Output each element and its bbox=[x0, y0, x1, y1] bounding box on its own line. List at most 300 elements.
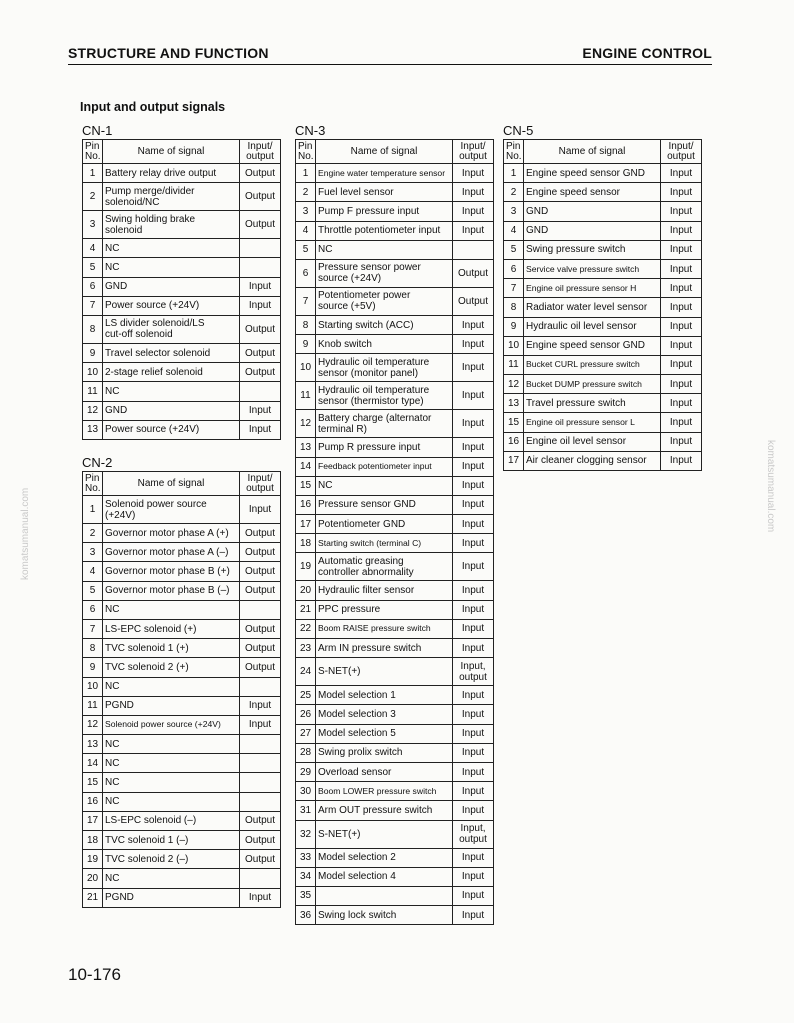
pin-number: 4 bbox=[89, 565, 96, 577]
table-row bbox=[296, 183, 494, 202]
io-type: Input bbox=[461, 362, 485, 374]
io-type: Input bbox=[248, 719, 272, 731]
io-type-cell bbox=[453, 410, 494, 438]
io-type: Input bbox=[248, 700, 272, 712]
pin-number: 30 bbox=[299, 785, 312, 797]
pin-number: 10 bbox=[86, 681, 99, 693]
pin-number-cell bbox=[296, 287, 316, 315]
table-row bbox=[83, 869, 281, 888]
signal-name-cell bbox=[316, 867, 453, 886]
table-row bbox=[504, 355, 702, 374]
pin-number: 13 bbox=[507, 397, 520, 409]
io-type: Input bbox=[461, 461, 485, 473]
io-type: Input bbox=[461, 708, 485, 720]
signal-name: Solenoid power source bbox=[105, 498, 207, 510]
io-type-cell bbox=[661, 355, 702, 374]
pin-number: 5 bbox=[510, 244, 517, 256]
signal-name: Engine speed sensor GND bbox=[526, 167, 645, 179]
pin-number-cell bbox=[83, 239, 103, 258]
table-row bbox=[296, 762, 494, 781]
io-type-cell bbox=[661, 413, 702, 432]
signal-name: Swing pressure switch bbox=[526, 244, 626, 256]
signal-name: Boom RAISE pressure switch bbox=[318, 623, 431, 634]
signal-name-cell bbox=[316, 906, 453, 925]
pin-number-cell bbox=[504, 202, 524, 221]
signal-name: Model selection 2 bbox=[318, 852, 396, 864]
signal-name-cell bbox=[524, 355, 661, 374]
table-row bbox=[504, 336, 702, 355]
pin-number-cell bbox=[296, 639, 316, 658]
io-type-cell bbox=[240, 183, 281, 211]
io-type-cell bbox=[240, 677, 281, 696]
column-header-io bbox=[240, 140, 281, 164]
pin-number: 10 bbox=[86, 366, 99, 378]
signal-name-cell bbox=[316, 886, 453, 905]
io-type-cell bbox=[453, 315, 494, 334]
pin-number: 21 bbox=[86, 892, 99, 904]
column-header-name-text: Name of signal bbox=[350, 146, 418, 157]
table-row bbox=[296, 315, 494, 334]
io-type-cell bbox=[453, 782, 494, 801]
io-type-cell bbox=[661, 183, 702, 202]
signal-name-cell bbox=[316, 581, 453, 600]
io-type-cell bbox=[453, 259, 494, 287]
table-row bbox=[296, 705, 494, 724]
signal-name-cell bbox=[103, 183, 240, 211]
pin-number-cell bbox=[296, 335, 316, 354]
pin-number: 15 bbox=[86, 777, 99, 789]
table-row bbox=[504, 298, 702, 317]
signal-name: Governor motor phase B (–) bbox=[105, 585, 230, 597]
table-row bbox=[296, 848, 494, 867]
signal-name-cell bbox=[103, 496, 240, 524]
table-row bbox=[504, 317, 702, 336]
signal-name-cell bbox=[316, 553, 453, 581]
table-row bbox=[296, 600, 494, 619]
pin-number: 4 bbox=[510, 225, 517, 237]
signal-name: Arm IN pressure switch bbox=[318, 642, 422, 654]
io-type-cell bbox=[661, 375, 702, 394]
signal-name-cell bbox=[316, 495, 453, 514]
io-type: Input bbox=[461, 747, 485, 759]
signal-name: LS-EPC solenoid (+) bbox=[105, 623, 197, 635]
column-header-pin-line: No. bbox=[85, 482, 101, 494]
signal-name: Knob switch bbox=[318, 338, 372, 350]
io-type: Input bbox=[669, 359, 693, 371]
table-header-row bbox=[296, 140, 494, 164]
pin-number: 28 bbox=[299, 747, 312, 759]
io-type-cell bbox=[453, 724, 494, 743]
pin-number-cell bbox=[83, 888, 103, 907]
signal-name-cell bbox=[103, 831, 240, 850]
section-title: Input and output signals bbox=[80, 100, 226, 114]
signal-name-cell bbox=[524, 432, 661, 451]
table-header-row bbox=[504, 140, 702, 164]
io-type-cell bbox=[240, 850, 281, 869]
io-type: Input bbox=[669, 205, 693, 217]
io-type-cell bbox=[453, 183, 494, 202]
pin-number-cell bbox=[296, 315, 316, 334]
pin-number: 8 bbox=[302, 319, 309, 331]
io-type: Output bbox=[244, 219, 276, 231]
pin-number-cell bbox=[83, 792, 103, 811]
pin-number: 7 bbox=[510, 282, 517, 294]
table-row bbox=[83, 581, 281, 600]
pin-number: 18 bbox=[299, 537, 312, 549]
pin-number: 15 bbox=[299, 480, 312, 492]
signal-name: Engine oil pressure sensor L bbox=[526, 417, 635, 428]
io-type-cell bbox=[240, 401, 281, 420]
pin-number: 10 bbox=[507, 340, 520, 352]
table-row bbox=[296, 658, 494, 686]
io-type-cell bbox=[661, 240, 702, 259]
signal-name: Power source (+24V) bbox=[105, 300, 200, 312]
pin-number: 14 bbox=[86, 757, 99, 769]
signal-name: GND bbox=[526, 225, 549, 237]
signal-name: LS-EPC solenoid (–) bbox=[105, 815, 197, 827]
io-type: Output bbox=[244, 527, 276, 539]
io-type-cell bbox=[661, 394, 702, 413]
table-row bbox=[296, 259, 494, 287]
signal-name: Swing prolix switch bbox=[318, 747, 403, 759]
signal-name-cell bbox=[103, 619, 240, 638]
pin-number: 20 bbox=[299, 585, 312, 597]
table-row bbox=[83, 239, 281, 258]
pin-number-cell bbox=[83, 363, 103, 382]
io-type-cell bbox=[453, 686, 494, 705]
table-row bbox=[504, 394, 702, 413]
table-row bbox=[504, 375, 702, 394]
signal-name-cell bbox=[103, 792, 240, 811]
table-row bbox=[296, 287, 494, 315]
signal-name-cell bbox=[316, 382, 453, 410]
pin-number: 20 bbox=[86, 872, 99, 884]
signal-name: Model selection 3 bbox=[318, 708, 396, 720]
pin-number-cell bbox=[83, 869, 103, 888]
watermark-left: komatsumanual.com bbox=[20, 487, 31, 580]
pin-number-cell bbox=[296, 762, 316, 781]
table-row bbox=[296, 686, 494, 705]
table-header-row bbox=[83, 140, 281, 164]
pin-number-cell bbox=[504, 432, 524, 451]
io-type: Input, bbox=[460, 823, 486, 834]
io-type-cell bbox=[453, 600, 494, 619]
io-type-cell bbox=[240, 258, 281, 277]
signal-name: TVC solenoid 1 (–) bbox=[105, 834, 189, 846]
signal-name-cell bbox=[524, 221, 661, 240]
signal-name-cell bbox=[316, 658, 453, 686]
pin-number: 13 bbox=[299, 441, 312, 453]
pin-number: 1 bbox=[510, 167, 517, 179]
column-header-pin bbox=[296, 140, 316, 164]
table-row bbox=[83, 496, 281, 524]
pin-number-cell bbox=[504, 336, 524, 355]
io-type: Output bbox=[244, 366, 276, 378]
signal-name-cell bbox=[316, 259, 453, 287]
io-type: Input bbox=[461, 537, 485, 549]
signal-name: GND bbox=[105, 405, 128, 417]
io-type: Input bbox=[461, 480, 485, 492]
pin-number-cell bbox=[504, 451, 524, 470]
io-type-cell bbox=[453, 886, 494, 905]
io-type: Output bbox=[244, 815, 276, 827]
pin-number-cell bbox=[83, 639, 103, 658]
io-type: Input bbox=[461, 338, 485, 350]
io-type: Output bbox=[244, 623, 276, 635]
io-type-cell bbox=[240, 420, 281, 439]
pin-number-cell bbox=[296, 658, 316, 686]
table-row bbox=[83, 792, 281, 811]
io-type-cell bbox=[240, 600, 281, 619]
pin-number-cell bbox=[83, 581, 103, 600]
pin-number: 9 bbox=[89, 661, 96, 673]
pin-number: 17 bbox=[299, 518, 312, 530]
io-type-cell bbox=[453, 658, 494, 686]
signal-name: Bucket DUMP pressure switch bbox=[526, 378, 642, 389]
signal-name: Potentiometer GND bbox=[318, 518, 406, 530]
io-type-cell bbox=[453, 515, 494, 534]
pin-number-cell bbox=[296, 382, 316, 410]
table-row bbox=[83, 164, 281, 183]
signal-name-cell bbox=[316, 848, 453, 867]
watermark-right: komatsumanual.com bbox=[765, 440, 776, 533]
table-row bbox=[504, 259, 702, 278]
pin-number: 22 bbox=[299, 623, 312, 635]
column-header-name-text: Name of signal bbox=[558, 146, 626, 157]
column-header-pin-line: No. bbox=[85, 150, 101, 162]
table-row bbox=[296, 202, 494, 221]
io-type-cell bbox=[661, 164, 702, 183]
table-row bbox=[83, 382, 281, 401]
table-row bbox=[504, 279, 702, 298]
table-row bbox=[83, 562, 281, 581]
signal-name: Overload sensor bbox=[318, 766, 392, 778]
io-type-cell bbox=[240, 735, 281, 754]
pin-number: 31 bbox=[299, 804, 312, 816]
io-type-cell bbox=[453, 221, 494, 240]
column-header-io-line: output bbox=[246, 150, 274, 162]
connector-title-cn5: CN-5 bbox=[503, 123, 534, 138]
table-row bbox=[296, 553, 494, 581]
io-type-cell bbox=[240, 831, 281, 850]
table-row bbox=[83, 277, 281, 296]
signal-name: LS divider solenoid/LS bbox=[105, 318, 205, 330]
io-type: Input bbox=[461, 623, 485, 635]
signal-name: NC bbox=[105, 872, 120, 884]
signal-name: Battery relay drive output bbox=[105, 167, 217, 179]
io-type: Output bbox=[244, 347, 276, 359]
signal-name-cell bbox=[103, 562, 240, 581]
signal-name-cell bbox=[316, 221, 453, 240]
table-row bbox=[83, 600, 281, 619]
pin-number: 1 bbox=[302, 167, 309, 179]
io-type: Input bbox=[461, 319, 485, 331]
io-type: Input bbox=[669, 417, 693, 429]
pin-number-cell bbox=[296, 619, 316, 638]
table-row bbox=[296, 639, 494, 658]
signal-name-cell bbox=[103, 277, 240, 296]
signal-name-cell bbox=[316, 743, 453, 762]
signal-name-cell bbox=[524, 298, 661, 317]
signal-name-cell bbox=[103, 343, 240, 362]
pin-number: 7 bbox=[89, 623, 96, 635]
signal-name-cell bbox=[316, 600, 453, 619]
column-header-io bbox=[453, 140, 494, 164]
signal-name-cell bbox=[316, 639, 453, 658]
header-section-title: STRUCTURE AND FUNCTION bbox=[68, 45, 269, 61]
pin-number: 21 bbox=[299, 604, 312, 616]
pin-number: 2 bbox=[89, 191, 96, 203]
io-type-cell bbox=[240, 619, 281, 638]
pin-number: 9 bbox=[302, 338, 309, 350]
signal-name-cell bbox=[103, 869, 240, 888]
table-row bbox=[296, 495, 494, 514]
pin-number-cell bbox=[83, 850, 103, 869]
io-type: Output bbox=[244, 853, 276, 865]
io-type: Input bbox=[461, 785, 485, 797]
io-type-cell bbox=[453, 495, 494, 514]
signal-name-cell bbox=[524, 164, 661, 183]
signal-name-cell bbox=[316, 410, 453, 438]
io-type-cell bbox=[240, 696, 281, 715]
table-row bbox=[504, 202, 702, 221]
io-type-cell bbox=[453, 438, 494, 457]
signal-name: sensor (thermistor type) bbox=[318, 395, 424, 407]
table-row bbox=[296, 335, 494, 354]
table-row bbox=[83, 811, 281, 830]
signal-name-cell bbox=[103, 811, 240, 830]
column-header-io-line: Input/ bbox=[247, 140, 273, 152]
pin-number: 13 bbox=[86, 424, 99, 436]
table-row bbox=[296, 782, 494, 801]
signal-name: Hydraulic filter sensor bbox=[318, 585, 415, 597]
pin-number-cell bbox=[296, 743, 316, 762]
pin-number: 8 bbox=[89, 642, 96, 654]
pin-number-cell bbox=[296, 240, 316, 259]
pin-number: 12 bbox=[299, 418, 312, 430]
pin-number-cell bbox=[296, 476, 316, 495]
signal-name-cell bbox=[103, 315, 240, 343]
pin-number-cell bbox=[83, 562, 103, 581]
io-type: Input bbox=[461, 689, 485, 701]
pin-number-cell bbox=[296, 354, 316, 382]
io-type-cell bbox=[240, 524, 281, 543]
table-row bbox=[504, 432, 702, 451]
column-header-name-text: Name of signal bbox=[137, 478, 205, 489]
table-row bbox=[296, 724, 494, 743]
io-type-cell bbox=[240, 715, 281, 734]
pin-number: 12 bbox=[86, 719, 99, 731]
signal-name: Pump merge/divider bbox=[105, 185, 195, 197]
io-type: Output bbox=[457, 267, 489, 279]
pin-number: 4 bbox=[302, 225, 309, 237]
pin-number-cell bbox=[296, 782, 316, 801]
table-row bbox=[83, 677, 281, 696]
io-type: Input bbox=[461, 561, 485, 573]
signal-name-cell bbox=[103, 296, 240, 315]
table-row bbox=[83, 658, 281, 677]
signal-name: cut-off solenoid bbox=[105, 329, 173, 341]
column-header-io-line: Input/ bbox=[668, 140, 694, 152]
pin-number-cell bbox=[296, 553, 316, 581]
signal-name: Engine water temperature sensor bbox=[318, 167, 446, 178]
io-type-cell bbox=[240, 792, 281, 811]
column-header-io-line: output bbox=[667, 150, 695, 162]
signal-name: Service valve pressure switch bbox=[526, 263, 640, 274]
table-row bbox=[296, 438, 494, 457]
pin-number: 10 bbox=[299, 362, 312, 374]
pin-number: 6 bbox=[302, 267, 309, 279]
table-row bbox=[296, 619, 494, 638]
table-row bbox=[83, 343, 281, 362]
signal-name-cell bbox=[316, 619, 453, 638]
io-type: Input bbox=[669, 455, 693, 467]
io-type: Input bbox=[461, 766, 485, 778]
io-type: Input bbox=[248, 300, 272, 312]
pin-number-cell bbox=[504, 279, 524, 298]
io-type: Input bbox=[669, 282, 693, 294]
signal-name-cell bbox=[103, 543, 240, 562]
pin-number: 3 bbox=[510, 205, 517, 217]
io-type: Input bbox=[669, 244, 693, 256]
signal-table-cn2 bbox=[82, 471, 281, 908]
io-type-cell bbox=[240, 581, 281, 600]
table-row bbox=[296, 886, 494, 905]
pin-number: 8 bbox=[510, 301, 517, 313]
io-type-cell bbox=[661, 221, 702, 240]
signal-name-cell bbox=[103, 696, 240, 715]
column-header-name bbox=[316, 140, 453, 164]
signal-name: Governor motor phase A (+) bbox=[105, 527, 229, 539]
io-type-cell bbox=[453, 619, 494, 638]
table-row bbox=[83, 619, 281, 638]
pin-number-cell bbox=[296, 164, 316, 183]
signal-name-cell bbox=[103, 164, 240, 183]
io-type-cell bbox=[240, 639, 281, 658]
pin-number: 34 bbox=[299, 871, 312, 883]
pin-number-cell bbox=[296, 705, 316, 724]
pin-number-cell bbox=[296, 906, 316, 925]
connector-title-cn3: CN-3 bbox=[295, 123, 326, 138]
table-row bbox=[83, 211, 281, 239]
pin-number: 11 bbox=[300, 390, 311, 402]
io-type-cell bbox=[240, 811, 281, 830]
io-type: Input bbox=[461, 604, 485, 616]
io-type: Input bbox=[461, 205, 485, 217]
io-type: Input bbox=[461, 909, 485, 921]
signal-name: TVC solenoid 2 (–) bbox=[105, 853, 189, 865]
io-type-cell bbox=[661, 202, 702, 221]
signal-name-cell bbox=[103, 888, 240, 907]
signal-name: PPC pressure bbox=[318, 604, 381, 616]
pin-number-cell bbox=[83, 496, 103, 524]
signal-name-cell bbox=[103, 677, 240, 696]
io-type: Input bbox=[461, 728, 485, 740]
io-type-cell bbox=[453, 639, 494, 658]
pin-number: 15 bbox=[507, 417, 520, 429]
pin-number: 14 bbox=[299, 461, 312, 473]
io-type: Input bbox=[461, 167, 485, 179]
io-type-cell bbox=[661, 298, 702, 317]
io-type-cell bbox=[240, 363, 281, 382]
pin-number: 29 bbox=[299, 766, 312, 778]
pin-number-cell bbox=[296, 867, 316, 886]
pin-number: 16 bbox=[299, 499, 312, 511]
signal-name-cell bbox=[316, 335, 453, 354]
pin-number: 19 bbox=[86, 853, 99, 865]
connector-title-cn2: CN-2 bbox=[82, 455, 113, 470]
table-row bbox=[504, 240, 702, 259]
